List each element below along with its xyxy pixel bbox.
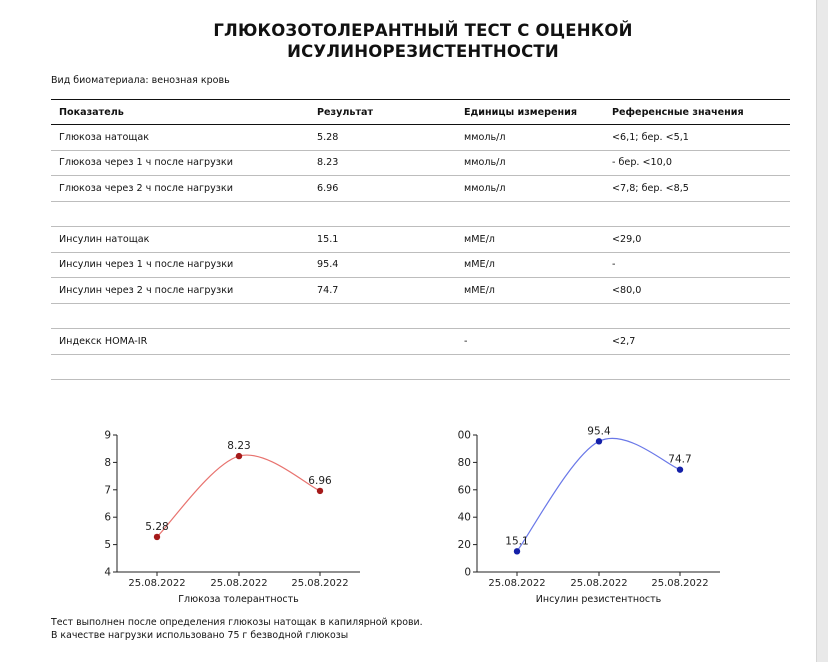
x-axis-title: Инсулин резистентность [535, 594, 662, 605]
cell-result: 8.23 [309, 150, 456, 176]
x-tick-label: 25.08.2022 [488, 578, 546, 589]
data-label: 95.4 [587, 425, 611, 438]
cell-indicator [51, 354, 309, 380]
cell-reference [604, 354, 790, 380]
cell-indicator: Индекск HOMA-IR [51, 329, 309, 355]
data-label: 6.96 [308, 474, 332, 487]
cell-reference: - бер. <10,0 [604, 150, 790, 176]
cell-indicator: Глюкоза через 1 ч после нагрузки [51, 150, 309, 176]
table-row [51, 252, 790, 278]
cell-indicator: Глюкоза через 2 ч после нагрузки [51, 176, 309, 202]
cell-result: 5.28 [309, 125, 456, 151]
y-tick-label: 6 [104, 511, 111, 524]
data-label: 15.1 [505, 535, 529, 548]
cell-reference [604, 201, 790, 227]
x-tick-label: 25.08.2022 [210, 578, 268, 589]
cell-indicator: Инсулин через 1 ч после нагрузки [51, 252, 309, 278]
cell-reference: <7,8; бер. <8,5 [604, 176, 790, 202]
cell-result [309, 303, 456, 329]
cell-reference: <6,1; бер. <5,1 [604, 125, 790, 151]
cell-units: мМЕ/л [456, 278, 604, 304]
cell-result: 74.7 [309, 278, 456, 304]
data-point [677, 466, 683, 472]
y-tick-label: 40 [457, 511, 471, 524]
cell-indicator: Инсулин натощак [51, 227, 309, 253]
data-label: 8.23 [227, 440, 251, 453]
table-row-empty [51, 201, 790, 227]
y-tick-label: 60 [457, 484, 471, 497]
cell-indicator [51, 201, 309, 227]
table-row [51, 150, 790, 176]
report-title [0, 20, 828, 62]
table-row [51, 125, 790, 151]
cell-result [309, 329, 456, 355]
y-tick-label: 9 [104, 429, 111, 442]
table-row [51, 329, 790, 355]
cell-units: мМЕ/л [456, 227, 604, 253]
y-tick-label: 80 [457, 456, 471, 469]
footnote [51, 617, 423, 642]
cell-units: мМЕ/л [456, 252, 604, 278]
table-row [51, 176, 790, 202]
cell-units [456, 303, 604, 329]
cell-result [309, 201, 456, 227]
x-tick-label: 25.08.2022 [291, 578, 349, 589]
cell-reference [604, 303, 790, 329]
cell-reference: - [604, 252, 790, 278]
y-tick-label: 5 [104, 539, 111, 552]
cell-units: ммоль/л [456, 176, 604, 202]
series-line [157, 455, 320, 537]
table-row [51, 227, 790, 253]
x-tick-label: 25.08.2022 [128, 578, 186, 589]
cell-units: ммоль/л [456, 125, 604, 151]
cell-indicator: Инсулин через 2 ч после нагрузки [51, 278, 309, 304]
cell-units: - [456, 329, 604, 355]
y-tick-label: 0 [464, 566, 471, 579]
y-tick-label: 00 [457, 429, 471, 442]
glucose-tolerance-chart [85, 420, 405, 610]
cell-reference: <80,0 [604, 278, 790, 304]
cell-units [456, 354, 604, 380]
data-point [236, 453, 242, 459]
cell-result: 15.1 [309, 227, 456, 253]
header-units: Единицы измерения [456, 100, 604, 125]
series-line [517, 438, 680, 551]
report-title-line-1: ГЛЮКОЗОТОЛЕРАНТНЫЙ ТЕСТ С ОЦЕНКОЙ [213, 21, 633, 40]
report-title-line-2: ИСУЛИНОРЕЗИСТЕНТНОСТИ [287, 42, 559, 61]
header-indicator: Показатель [51, 100, 309, 125]
table-header-row [51, 100, 790, 125]
data-point [317, 488, 323, 494]
x-tick-label: 25.08.2022 [651, 578, 709, 589]
y-tick-label: 4 [104, 566, 111, 579]
x-tick-label: 25.08.2022 [570, 578, 628, 589]
cell-result [309, 354, 456, 380]
y-tick-label: 8 [104, 456, 111, 469]
y-tick-label: 7 [104, 484, 111, 497]
results-table [51, 99, 790, 380]
footnote-line-2: В качестве нагрузки использовано 75 г безводной глюкозы [51, 629, 349, 641]
cell-indicator: Глюкоза натощак [51, 125, 309, 151]
table-row-empty [51, 354, 790, 380]
cell-result: 95.4 [309, 252, 456, 278]
data-point [514, 548, 520, 554]
data-point [596, 438, 602, 444]
biomaterial-label: Вид биоматериала: венозная кровь [51, 75, 230, 86]
cell-result: 6.96 [309, 176, 456, 202]
table-row-empty [51, 303, 790, 329]
header-result: Результат [309, 100, 456, 125]
y-tick-label: 20 [457, 539, 471, 552]
cell-indicator [51, 303, 309, 329]
cell-units: ммоль/л [456, 150, 604, 176]
footnote-line-1: Тест выполнен после определения глюкозы натощак в капилярной крови. [51, 617, 423, 628]
cell-reference: <2,7 [604, 329, 790, 355]
data-point [154, 534, 160, 540]
header-reference: Референсные значения [604, 100, 790, 125]
cell-reference: <29,0 [604, 227, 790, 253]
data-label: 5.28 [145, 520, 169, 533]
table-row [51, 278, 790, 304]
data-label: 74.7 [668, 453, 692, 466]
x-axis-title: Глюкоза толерантность [178, 594, 299, 605]
cell-units [456, 201, 604, 227]
insulin-resistance-chart [445, 420, 765, 610]
